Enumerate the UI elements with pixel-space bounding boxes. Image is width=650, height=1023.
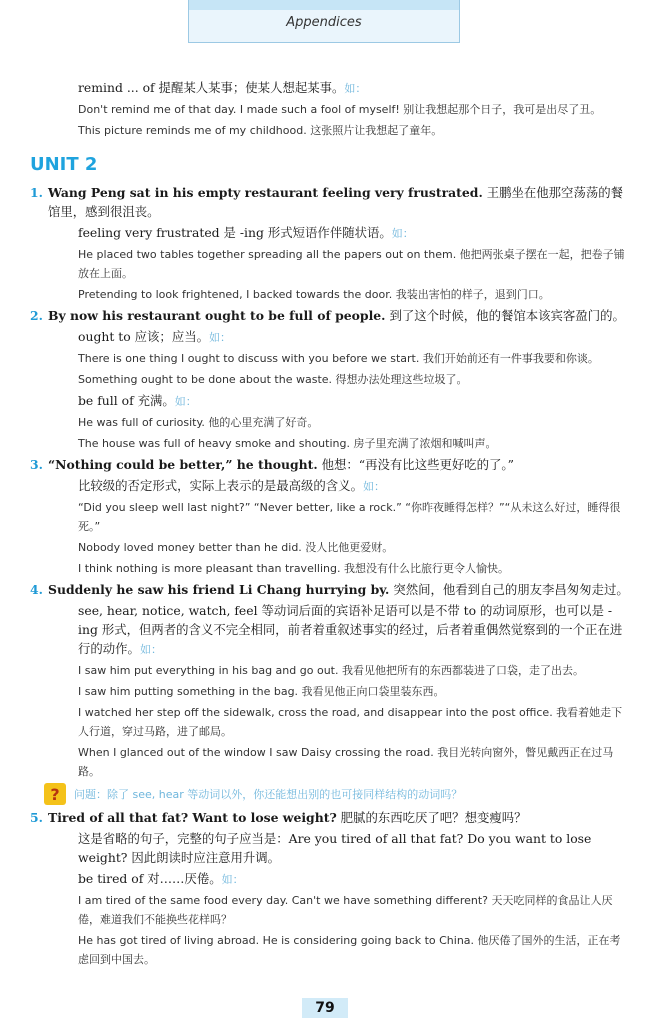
note-line [30,223,630,243]
example-line: I watched her step off the sidewalk, cross the road, and disappear into the post office. 我看着她走下人行道，穿过马路，进了邮局。 [78,706,623,738]
example-line: Nobody loved money better than he did. 没人比他更爱财。 [78,541,394,554]
example-line: He has got tired of living abroad. He is considering going back to China. 他厌倦了国外的生活，正在考虑回到中国去。 [78,934,621,966]
header-title: Appendices [286,15,362,30]
item-sentence: “Nothing could be better,” he thought. [48,457,318,472]
note-text: see, hear, notice, watch, feel 等动词后面的宾语补足语可以是不带 to 的动词原形，也可以是 -ing 形式，但两者的含义不完全相同，前者着重叙述事实的经过，后者着重偶然觉察到的一个正在进行的动作。 [78,603,623,656]
note-line: 这是省略的句子，完整的句子应当是：Are you tired of all that fat? Do you want to lose weight? 因此朗读时应注意用升调。 [78,831,592,865]
example-line: He was full of curiosity. 他的心里充满了好奇。 [78,416,319,429]
note-text: ought to 应该；应当。 [78,329,209,344]
example-line: There is one thing I ought to discuss with you before we start. 我们开始前还有一件事我要和你谈。 [78,352,599,365]
example-line: I think nothing is more pleasant than travelling. 我想没有什么比旅行更令人愉快。 [78,562,509,575]
item-translation: 到了这个时候，他的餐馆本该宾客盈门的。 [385,308,625,323]
note-line [30,391,630,411]
item-number: 3. [30,457,43,472]
example-marker: 如： [344,82,367,95]
item-heading [30,183,630,221]
example-marker: 如： [209,331,231,344]
example-marker: 如： [174,395,197,408]
example-line: Something ought to be done about the waste. 得想办法处理这些垃圾了。 [78,373,468,386]
example-line: When I glanced out of the window I saw Daisy crossing the road. 我目光转向窗外，瞥见戴西正在过马路。 [78,746,614,778]
example-line: The house was full of heavy smoke and shouting. 房子里充满了浓烟和喊叫声。 [78,437,497,450]
note-text: be tired of 对……厌倦。 [78,871,222,886]
item-translation: 突然间，他看到自己的朋友李昌匆匆走过。 [389,582,629,597]
item-number: 4. [30,582,43,597]
example-marker: 如： [221,873,244,886]
example-line: I am tired of the same food every day. Can't we have something different? 天天吃同样的食品让人厌倦，难道我们不能换些花样吗？ [78,894,613,926]
intro-term-text: remind ... of 提醒某人某事；使某人想起某事。 [78,80,345,95]
item-sentence: Wang Peng sat in his empty restaurant feeling very frustrated. [48,185,483,200]
question-row [44,783,630,805]
item-heading [30,580,630,599]
note-line [30,869,630,889]
example-marker: 如： [362,480,385,493]
item-heading [30,455,630,474]
example-line: I saw him putting something in the bag. 我看见他正向口袋里装东西。 [78,685,445,698]
example-line: This picture reminds me of my childhood. 这张照片让我想起了童年。 [78,124,443,137]
item-translation: 他想：“再没有比这些更好吃的了。” [317,457,514,472]
item-number: 5. [30,810,43,825]
intro-term [30,78,630,98]
question-mark-icon: ? [44,783,66,805]
example-line: “Did you sleep well last night?” “Never better, like a rock.” “你昨夜睡得怎样？”“从未这么好过，睡得很死。” [78,501,621,533]
question-text: 问题：除了 see, hear 等动词以外，你还能想出别的也可接同样结构的动词吗？ [74,788,463,801]
example-line: He placed two tables together spreading all the papers out on them. 他把两张桌子摆在一起，把卷子铺放在上面。 [78,248,625,280]
note-line [30,601,630,659]
item-number: 1. [30,185,43,200]
item-sentence: By now his restaurant ought to be full of people. [48,308,386,323]
item-number: 2. [30,308,43,323]
note-text: be full of 充满。 [78,393,175,408]
note-line [30,327,630,347]
example-line: I saw him put everything in his bag and go out. 我看见他把所有的东西都装进了口袋，走了出去。 [78,664,584,677]
item-sentence: Tired of all that fat? Want to lose weight? [48,810,337,825]
header-band [188,0,460,43]
item-translation: 肥腻的东西吃厌了吧？想变瘦吗？ [336,810,527,825]
note-text: feeling very frustrated 是 -ing 形式短语作伴随状语。 [78,225,392,240]
item-heading [30,808,630,827]
unit-heading: UNIT 2 [30,154,98,175]
item-sentence: Suddenly he saw his friend Li Chang hurrying by. [48,582,390,597]
example-line: Don't remind me of that day. I made such a fool of myself! 别让我想起那个日子，我可是出尽了丑。 [78,103,602,116]
example-line: Pretending to look frightened, I backed towards the door. 我装出害怕的样子，退到门口。 [78,288,550,301]
page-content [30,78,630,971]
item-heading [30,306,630,325]
example-marker: 如： [391,227,414,240]
note-line [30,476,630,496]
page-number: 79 [302,998,348,1018]
example-marker: 如： [139,643,162,656]
note-text: 比较级的否定形式，实际上表示的是最高级的含义。 [78,478,363,493]
item-translation: 王鹏坐在他那空荡荡的餐馆里，感到很沮丧。 [48,185,624,219]
